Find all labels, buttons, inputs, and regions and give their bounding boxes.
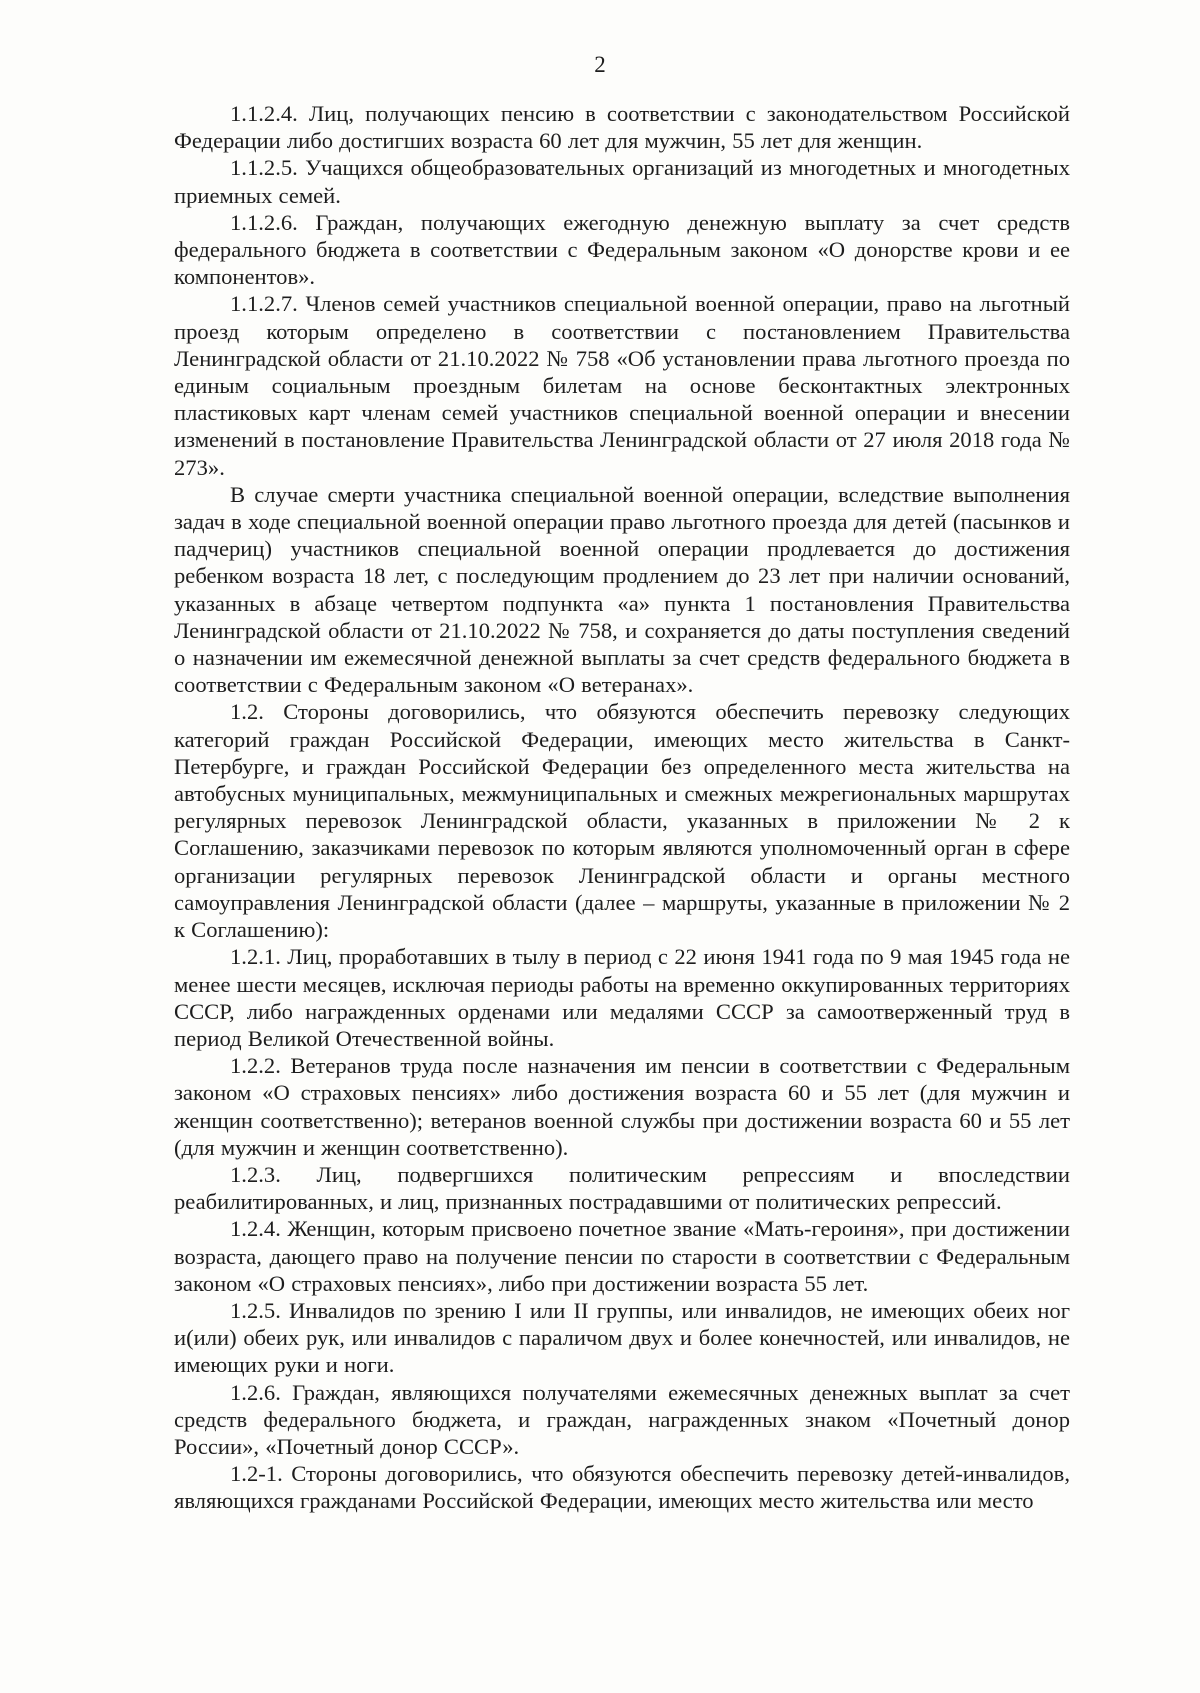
paragraph-death-case: В случае смерти участника специальной военной операции, вследствие выполнения задач в ходе специальной военной операции право льготного проезда для детей (пасынков и падчериц) участников специальной военной операции продлевается до достижения ребенком возраста 18 лет, с последующим продлением до 23 лет при наличии оснований, указанных в абзаце четвертом подпункта «а» пункта 1 постановления Правительства Ленинградской области от 21.10.2022 № 758, и сохраняется до даты поступления сведений о назначении им ежемесячной денежной выплаты за счет средств федерального бюджета в соответствии с Федеральным законом «О ветеранах». — [174, 481, 1070, 698]
paragraph-1-2-5: 1.2.5. Инвалидов по зрению I или II группы, или инвалидов, не имеющих обеих ног и(или) обеих рук, или инвалидов с параличом двух и более конечностей, или инвалидов, не имеющих руки и ноги. — [174, 1297, 1070, 1378]
page-number: 2 — [594, 52, 606, 77]
paragraph-1-2-3: 1.2.3. Лиц, подвергшихся политическим репрессиям и впоследствии реабилитированных, и лиц, признанных пострадавшими от политических репрессий. — [174, 1161, 1070, 1215]
paragraph-1-1-2-5: 1.1.2.5. Учащихся общеобразовательных организаций из многодетных и многодетных приемных семей. — [174, 155, 1070, 208]
paragraph-1-2-1: 1.2.1. Лиц, проработавших в тылу в период с 22 июня 1941 года по 9 мая 1945 года не менее шести месяцев, исключая периоды работы на временно оккупированных территориях СССР, либо награжденных орденами или медалями СССР за самоотверженный труд в период Великой Отечественной войны. — [174, 944, 1070, 1051]
paragraph-1-2-2: 1.2.2. Ветеранов труда после назначения им пенсии в соответствии с Федеральным законом «О страховых пенсиях» либо достижения возраста 60 и 55 лет (для мужчин и женщин соответственно); ветеранов военной службы при достижении возраста 60 и 55 лет (для мужчин и женщин соответственно). — [174, 1053, 1070, 1160]
paragraph-1-2: 1.2. Стороны договорились, что обязуются обеспечить перевозку следующих категорий граждан Российской Федерации, имеющих место жительства в Санкт-Петербурге, и граждан Российской Федерации без определенного места жительства на автобусных муниципальных, межмуниципальных и смежных межрегиональных маршрутах регулярных перевозок Ленинградской области, указанных в приложении № 2 к Соглашению, заказчиками перевозок по которым являются уполномоченный орган в сфере организации регулярных перевозок Ленинградской области и органы местного самоуправления Ленинградской области (далее – маршруты, указанные в приложении № 2 к Соглашению): — [174, 699, 1070, 943]
paragraph-1-1-2-4: 1.1.2.4. Лиц, получающих пенсию в соответствии с законодательством Российской Федерации либо достигших возраста 60 лет для мужчин, 55 лет для женщин. — [174, 101, 1070, 154]
paragraph-1-2-1-dash: 1.2-1. Стороны договорились, что обязуются обеспечить перевозку детей-инвалидов, являющихся гражданами Российской Федерации, имеющих место жительства или место — [174, 1461, 1070, 1514]
paragraph-1-1-2-7: 1.1.2.7. Членов семей участников специальной военной операции, право на льготный проезд которым определено в соответствии с постановлением Правительства Ленинградской области от 21.10.2022 № 758 «Об установлении права льготного проезда по единым социальным проездным билетам на основе бесконтактных электронных пластиковых карт членам семей участников специальной военной операции и внесении изменений в постановление Правительства Ленинградской области от 27 июля 2018 года № 273». — [174, 291, 1070, 480]
document-body — [174, 100, 1070, 1515]
paragraph-1-2-6: 1.2.6. Граждан, являющихся получателями ежемесячных денежных выплат за счет средств федерального бюджета, и граждан, награжденных знаком «Почетный донор России», «Почетный донор СССР». — [174, 1379, 1070, 1459]
paragraph-1-2-4: 1.2.4. Женщин, которым присвоено почетное звание «Мать-героиня», при достижении возраста, дающего право на получение пенсии по старости в соответствии с Федеральным законом «О страховых пенсиях», либо при достижении возраста 55 лет. — [174, 1216, 1070, 1296]
paragraph-1-1-2-6: 1.1.2.6. Граждан, получающих ежегодную денежную выплату за счет средств федерального бюджета в соответствии с Федеральным законом «О донорстве крови и ее компонентов». — [174, 209, 1070, 290]
